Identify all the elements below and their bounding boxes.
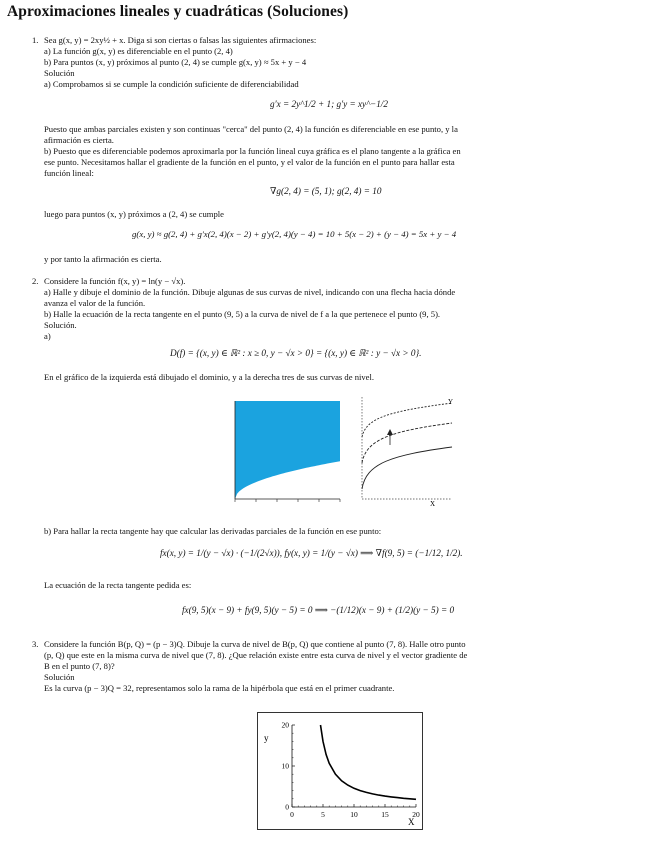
problem3-statement-line2: (p, Q) que este en la misma curva de nivel que (7, 8). ¿Que relación existe entre esta curva de nivel y el vector gradiente de	[44, 650, 468, 660]
chart-x-tick-label-0: 0	[290, 810, 294, 819]
problem3-solution-text: Es la curva (p − 3)Q = 32, representamos solo la rama de la hipérbola que está en el primer cuadrante.	[44, 683, 395, 693]
problem1-sol-b-text3: función lineal:	[44, 168, 94, 178]
problem1-gradient-equation: ∇g(2, 4) = (5, 1); g(2, 4) = 10	[270, 186, 382, 196]
problem1-solution-label: Solución	[44, 68, 75, 78]
problem2-tangent-equation: fx(9, 5)(x − 9) + fy(9, 5)(y − 5) = 0 ⟹ −(1/12)(x − 9) + (1/2)(y − 5) = 0	[182, 605, 455, 615]
hyperbola-chart	[257, 712, 423, 830]
level-curve-1	[362, 447, 452, 489]
domain-shaded-region	[235, 401, 340, 499]
problem1-sol-a-intro: a) Comprobamos si se cumple la condición suficiente de diferenciabilidad	[44, 79, 299, 89]
problem2-number: 2.	[32, 276, 39, 286]
problem1-number: 1.	[32, 35, 39, 45]
level-curve-3	[362, 403, 452, 437]
level-curve-2	[362, 423, 452, 463]
chart-x-tick-label-20: 20	[412, 810, 420, 819]
chart-x-label: X	[408, 817, 415, 827]
chart-x-tick-label-10: 10	[350, 810, 358, 819]
chart-y-tick-label-20: 20	[281, 720, 289, 730]
problem2-item-b: b) Halle la ecuación de la recta tangente en el punto (9, 5) a la curva de nivel de f a la que pertenece el punto (9, 5).	[44, 309, 441, 319]
chart-x-tick-label-5: 5	[321, 810, 325, 819]
problem1-sol-a-text2: afirmación es cierta.	[44, 135, 114, 145]
page-title: Aproximaciones lineales y cuadráticas (Soluciones)	[7, 3, 349, 20]
problem1-item-b: b) Para puntos (x, y) próximos al punto (2, 4) se cumple g(x, y) ≈ 5x + y − 4	[44, 57, 307, 67]
chart-y-tick-label-10: 10	[281, 761, 289, 771]
chart-series-hyperbola	[321, 725, 417, 799]
problem2-tangent-text: La ecuación de la recta tangente pedida es:	[44, 580, 192, 590]
problem2-b-text: b) Para hallar la recta tangente hay que calcular las derivadas parciales de la función en ese punto:	[44, 526, 382, 536]
problem2-graph-text: En el gráfico de la izquierda está dibujado el dominio, y a la derecha tres de sus curvas de nivel.	[44, 372, 375, 382]
chart-y-label: y	[264, 733, 269, 743]
problem2-solution-label: Solución.	[44, 320, 77, 330]
problem2-domain-equation: D(f) = {(x, y) ∈ ℝ² : x ≥ 0, y − √x > 0} = {(x, y) ∈ ℝ² : y − √x > 0}.	[170, 348, 422, 358]
problem2-statement: Considere la función f(x, y) = ln(y − √x).	[44, 276, 186, 286]
chart-x-tick-label-15: 15	[381, 810, 389, 819]
domain-figure	[228, 393, 344, 508]
level-x-label: X	[430, 500, 436, 508]
problem2-item-a-line1: a) Halle y dibuje el dominio de la función. Dibuje algunas de sus curvas de nivel, indicando con una flecha hacia dónde	[44, 287, 456, 297]
problem2-a-label: a)	[44, 331, 51, 341]
problem2-item-a-line2: avanza el valor de la función.	[44, 298, 146, 308]
chart-y-tick-label-0: 0	[285, 802, 289, 812]
problem1-partials-equation: g′x = 2y^1/2 + 1; g′y = xy^−1/2	[270, 99, 388, 109]
problem1-sol-b-text2: ese punto. Necesitamos hallar el gradiente de la función en el punto, y el valor de la función en el punto para hallar esta	[44, 157, 455, 167]
problem1-statement: Sea g(x, y) = 2xy½ + x. Diga si son ciertas o falsas las siguientes afirmaciones:	[44, 35, 317, 45]
level-curves-figure	[352, 393, 456, 508]
problem3-statement-line1: Considere la función B(p, Q) = (p − 3)Q. Dibuje la curva de nivel de B(p, Q) que contiene al punto (7, 8). Halle otro punto	[44, 639, 466, 649]
problem3-solution-label: Solución	[44, 672, 75, 682]
problem1-near-text: luego para puntos (x, y) próximos a (2, 4) se cumple	[44, 209, 224, 219]
domain-x-ticks	[235, 499, 340, 502]
problem2-partials-equation: fx(x, y) = 1/(y − √x) · (−1/(2√x)), fy(x, y) = 1/(y − √x) ⟹ ∇f(9, 5) = (−1/12, 1/2).	[160, 548, 463, 558]
problem3-statement-line3: B en el punto (7, 8)?	[44, 661, 115, 671]
problem1-sol-b-text1: b) Puesto que es diferenciable podemos aproximarla por la función lineal cuya gráfica es el plano tangente a la gráfica en	[44, 146, 461, 156]
problem3-number: 3.	[32, 639, 39, 649]
problem1-item-a: a) La función g(x, y) es diferenciable en el punto (2, 4)	[44, 46, 233, 56]
problem1-approx-equation: g(x, y) ≈ g(2, 4) + g′x(2, 4)(x − 2) + g′y(2, 4)(y − 4) = 10 + 5(x − 2) + (y − 4) = 5x + y − 4	[132, 229, 457, 239]
level-y-label: Y	[448, 398, 454, 406]
problem1-conclusion: y por tanto la afirmación es cierta.	[44, 254, 162, 264]
problem1-sol-a-text1: Puesto que ambas parciales existen y son continuas "cerca" del punto (2, 4) la función es diferenciable en ese punto, y la	[44, 124, 458, 134]
direction-arrow-head	[387, 429, 393, 435]
